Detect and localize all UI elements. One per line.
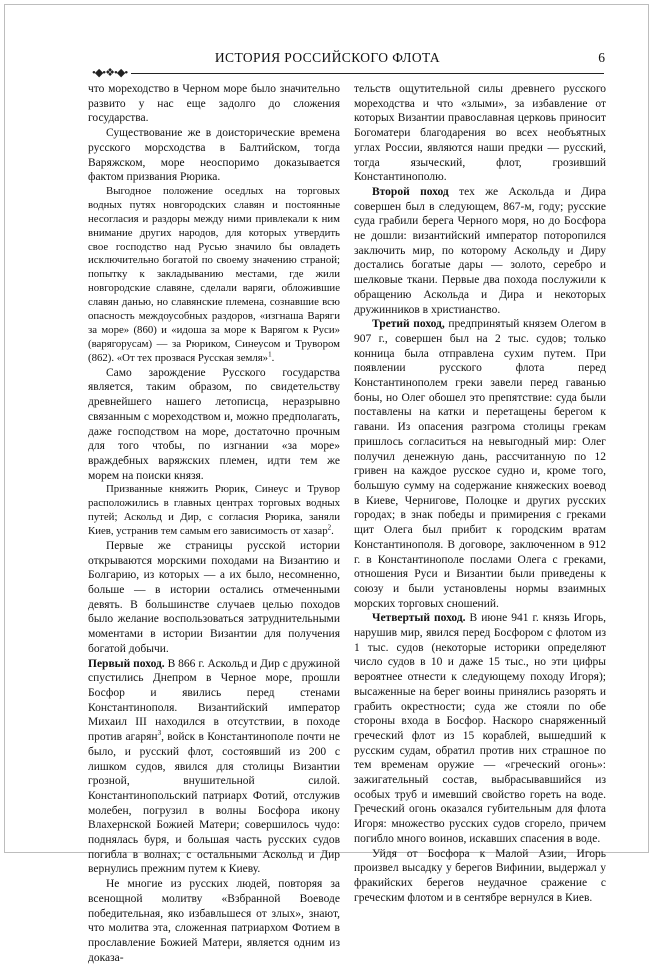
footnote-mark: 1 [268,350,272,359]
section-heading: Четвертый поход. [372,612,466,625]
paragraph: что мореходство в Черном море было значительно развито у нас еще задолго до сложения государства. [88,83,340,125]
paragraph: Само зарождение Русского государства является, таким образом, по свидетельству древнейшего нашего летописца, неразрывно связанным с мореходством и, можно предполагать, даже господством на море, достаточно прочным для того чтобы, по изгнании «за море» враждебных варяжских племен, идти тем же морем на поиски князя. [88,366,340,482]
running-title: ИСТОРИЯ РОССИЙСКОГО ФЛОТА [214,50,441,65]
left-column [88,82,340,965]
paragraph: Не многие из русских людей, повторяя за всенощной молитву «Взбранной Воеводе победительная, яко избавльшеся от злых», знают, что молитва эта, сложенная патриархом Фотием в прославление Божией Матери, является одним из доказа- [88,878,340,964]
paragraph: Третий поход, предпринятый князем Олегом в 907 г., совершен был на 2 тыс. судов; только конница была отправлена сухим путем. При появлении русского флота перед Константинополем греки завели перед гаванью боны, но Олег обошел это препятствие: суда были поставлены на катки и перетащены берегом к гавани. Из опасения разгрома столицы грекам пришлось согласиться на невыгодный мир: Олег получил денежную дань, рассчитанную по 12 гривен на каждое русское судно и, кроме того, большую сумму на содержание княжеских воевод в Киеве, Чернигове, Полоцке и других русских городах; в знак победы и примирения с греками щит Олега был прибит к городским вратам Константинополя. В договоре, заключенном в 912 г. в Константинополе послами Олега с греками, отношения Руси и Византии были приведены к союзу и были установлены нормы взаимных морских торговых сношений. [354,318,607,610]
paragraph: Первые же страницы русской истории открываются морскими походами на Византию и Болгарию, из которых — а их было, несомненно, больше — в истории остались отмеченными девять. В большинстве случаев целью походов было желание воспользоваться затруднительными моментами в истории Византии для получения богатой добычи. [88,539,340,655]
footnote-mark: 3 [157,729,162,738]
paragraph: Выгодное положение оседлых на торговых водных путях новгородских славян и постоянные несогласия и раздоры между ними привлекали к ним внимание других народов, для которых утвердить свое господство над Русью значило бы овладеть исключительно богатой по своему значению страной; попытку к закладыванию местами, где жили новгородские славяне, сделали варяги, обложившие славян данью, но славянские племена, сознавшие всю опасность междоусобных раздоров, «изгнаша Варяги за море» (860) и «идоша за море к Варягом к Руси» (варягорусам) — за Рюриком, Синеусом и Трувором (862). «От тех прозвася Русская земля»$^1$. [88,184,340,364]
paragraph: Уйдя от Босфора к Малой Азии, Игорь произвел высадку у берегов Вифинии, выдержал у фракийских берегов неудачное сражение с греческим флотом и в сентябре вернулся в Киев. [354,847,606,904]
right-column [354,82,606,905]
paragraph: Существование же в доисторические времена русского морсходства в Балтийском, тогда Варяжском, море неоспоримо доказывается фактом призвания Рюрика. [88,127,340,184]
paragraph: Второй поход тех же Аскольда и Дира совершен был в следующем, 867-м, году; русские суда грабили берега Черного моря, но до Босфора не дошли: византийский император поторопился заключить мир, по которому Аскольду и Диру достались богатые дары — золото, серебро и шелковые ткани. Первые два похода послужили к обращению Аскольда и Дира и некоторых дружинников в христианство. [354,185,607,316]
paragraph: Четвертый поход. В июне 941 г. князь Игорь, нарушив мир, явился перед Босфором с флотом из 1 тыс. судов (некоторые историки определяют число судов в 10 и даже 15 тыс., но эти цифры вероятнее отнести к следующему походу Игоря); высаженные на берег воины принялись разорять и грабить окрестности; суда же стояли по обе стороны входа в Босфор. Наскоро снаряженный греческий флот из 15 кораблей, вышедший к русским судам, обратил против них страшное по тем временам оружие — «греческий огонь»: зажигательный состав, выбрасывавшийся из особых труб и имевший свойство гореть на воде. Греческий огонь оказался губительным для флота Игоря: множество русских судов сгорело, причем погибло много воинов, искавших спасения в воде. [354,612,606,845]
section-heading: Третий поход, [372,318,445,331]
paragraph: Первый поход. В 866 г. Аскольд и Дир с дружиной спустились Днепром в Черное море, прошли Босфор и явились перед стенами Константинополя. Византийский император Михаил III находился в отсутствии, в походе против агарян$^3$, войск в Константинополе почти не было, и русский флот, состоявший из 200 с лишком судов, явился для столицы Византии грозной, внушительной силой. Константинопольский патриарх Фотий, отслужив молебен, погрузил в волны Босфора икону Влахернской Божией Матери; совершилось чудо: поднялась буря, и большая часть русских судов погибла в волнах; с остальными Аскольд и Дир вернулись прежним путем к Киеву. [88,657,340,876]
header-rule [92,73,604,74]
ornament-icon: •◆•❖•◆• [92,66,131,79]
footnote-mark: 2 [327,523,332,532]
section-heading: Первый поход. [88,657,165,670]
paragraph: Призванные княжить Рюрик, Синеус и Трувор расположились в главных центрах торговых водных путей; Аскольд и Дир, с согласия Рюрика, заняли Киев, устранив тем самым его зависимость от хазар$^2$. [88,483,340,538]
page-number: 6 [598,50,605,65]
section-heading: Второй поход [372,185,449,198]
paragraph: тельств ощутительной силы древнего русского мореходства и что «злыми», за избавление от которых Византии православная церковь приносит Богоматери благодарения во всех необъятных углах России, являются наши предки — русский, тогда языческий, флот, грозивший Константинополю. [354,83,606,184]
